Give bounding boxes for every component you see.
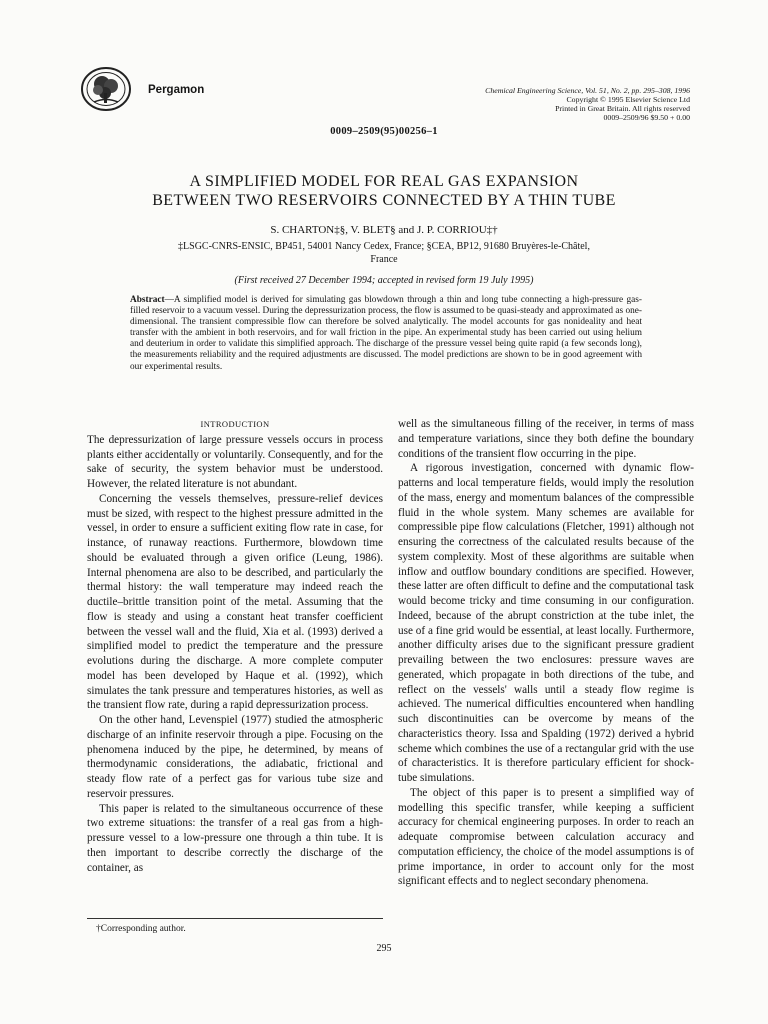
title-line: BETWEEN TWO RESERVOIRS CONNECTED BY A THIN TUBE — [152, 192, 616, 209]
issn-price-line: 0009–2509/96 $9.50 + 0.00 — [603, 113, 690, 122]
paragraph: This paper is related to the simultaneous occurrence of these two extreme situations: the transfer of a real gas from a high-pressure vessel to a low-pressure one through a thin tube. It is then important to describe correctly the discharge of the container, as — [87, 802, 383, 874]
authors: S. CHARTON‡§, V. BLET§ and J. P. CORRIOU‡† — [270, 224, 498, 236]
abstract-text: —A simplified model is derived for simulating gas blowdown through a thin and long tube connecting a high-pressure gas-filled reservoir to a vacuum vessel. During the depressurization process, the flow is assumed to be quasi-steady and approximated as one-dimensional. The transient compressible flow can therefore be solved analytically. The model accounts for gas nonideality and heat transfer with the ambient in both reservoirs, and for wall friction in the pipe. An experimental study has been carried out using helium and deuterium in order to validate this simplified approach. The discharge of the pressure vessel being quite rapid (a few seconds long), the measurements reliability and the required adjustments are discussed. The model predictions are shown to be in good agreement with our experimental results. — [130, 295, 642, 372]
paragraph: A rigorous investigation, concerned with dynamic flow-patterns and local temperature fields, would imply the resolution of the mass, energy and momentum balances of the compressible fluid in the whole system. Many schemes are available for compressible pipe flow calculations (Fletcher, 1991) although not ensuring the correctness of the calculated results because of the system complexity. Most of these algorithms are suitable when inflow and outflow boundary conditions are specified. However, these latter are often difficult to define and the computational task would become tricky and time consuming in our configuration. Indeed, because of the abrupt constriction at the tube inlet, the use of a fine grid would be essential, at least locally. Furthermore, another difficulty arises due to the significant pressure gradient prevailing between the two enclosures: pressure waves are generated, which propagate in both directions of the tube, and reflect on the vessels' walls until a steady flow regime is achieved. The numerical difficulties encountered when handling such discontinuities can be overcome by means of the characteristics theory. Issa and Spalding (1972) derived a hybrid scheme which combines the use of a rectangular grid with the use of characteristics. It is therefore particulary efficient for shock-tube simulations. — [398, 462, 694, 784]
publisher-name: Pergamon — [148, 84, 205, 96]
pergamon-tree-logo-icon — [80, 66, 132, 112]
abstract-label: Abstract — [130, 295, 165, 305]
footnote: †Corresponding author. — [96, 924, 186, 934]
received-dates: (First received 27 December 1994; accepted in revised form 19 July 1995) — [234, 275, 534, 286]
paragraph: Concerning the vessels themselves, pressure-relief devices must be sized, with respect to the highest pressure admitted in the vessel, in order to ensure a sufficient exiting flow rate in case, for instance, of runaway reactions. Furthermore, blowdown time should be evaluated through a given orifice (Leung, 1986). Internal phenomena are also to be described, and particularly the thermal history: the wall temperature may indeed reach the ductile–brittle transition point of the metal. Assuming that the flow is steady and using a constant heat transfer coefficient between the vessel wall and the fluid, Xia et al. (1993) derived a simplified model to predict the temperature and the pressure evolutions during the discharge. A more complete computer model has been developed by Haque et al. (1992), which simulates the tank pressure and temperatures histories, as well as the transient flow rate, during a rapid depressurization process. — [87, 492, 383, 712]
affiliations — [0, 240, 768, 266]
journal-citation: Chemical Engineering Science, Vol. 51, No. 2, pp. 295–308, 1996 — [485, 86, 690, 95]
page-number: 295 — [376, 943, 392, 954]
left-column — [87, 417, 383, 875]
affiliation-line: France — [370, 254, 398, 265]
paper-title — [0, 172, 768, 210]
right-column — [398, 417, 694, 889]
footnote-divider — [87, 918, 383, 919]
paragraph: The depressurization of large pressure vessels occurs in process plants either accidentally or voluntarily. Consequently, and for the sake of security, the system behavior must be understood. However, the related literature is not abundant. — [87, 433, 383, 490]
document-id: 0009–2509(95)00256–1 — [330, 126, 438, 137]
abstract — [130, 295, 642, 373]
printed-line: Printed in Great Britain. All rights reserved — [555, 104, 690, 113]
section-heading: INTRODUCTION — [200, 419, 270, 429]
paragraph: On the other hand, Levenspiel (1977) studied the atmospheric discharge of an infinite reservoir through a pipe. Focusing on the phenomena induced by the pipe, he determined, by means of thermodynamic considerations, the adiabatic, frictional and steady flow rate of a perfect gas for various tube size and reservoir pressures. — [87, 714, 383, 800]
paragraph: The object of this paper is to present a simplified way of modelling this specific transfer, while keeping a sufficient accuracy for chemical engineering purposes. In order to reach an adequate compromise between calculation accuracy and computation efficiency, the choice of the model assumptions is of prime importance, in order to account only for the most significant effects and to neglect secondary phenomena. — [398, 786, 694, 888]
paragraph: well as the simultaneous filling of the receiver, in terms of mass and temperature variations, since they both define the boundary conditions of the transient flow occurring in the pipe. — [398, 418, 694, 460]
title-line: A SIMPLIFIED MODEL FOR REAL GAS EXPANSION — [189, 173, 579, 190]
affiliation-line: ‡LSGC-CNRS-ENSIC, BP451, 54001 Nancy Cedex, France; §CEA, BP12, 91680 Bruyères-le-Châtel, — [178, 241, 590, 252]
copyright-line: Copyright © 1995 Elsevier Science Ltd — [566, 95, 690, 104]
journal-info — [370, 86, 690, 122]
